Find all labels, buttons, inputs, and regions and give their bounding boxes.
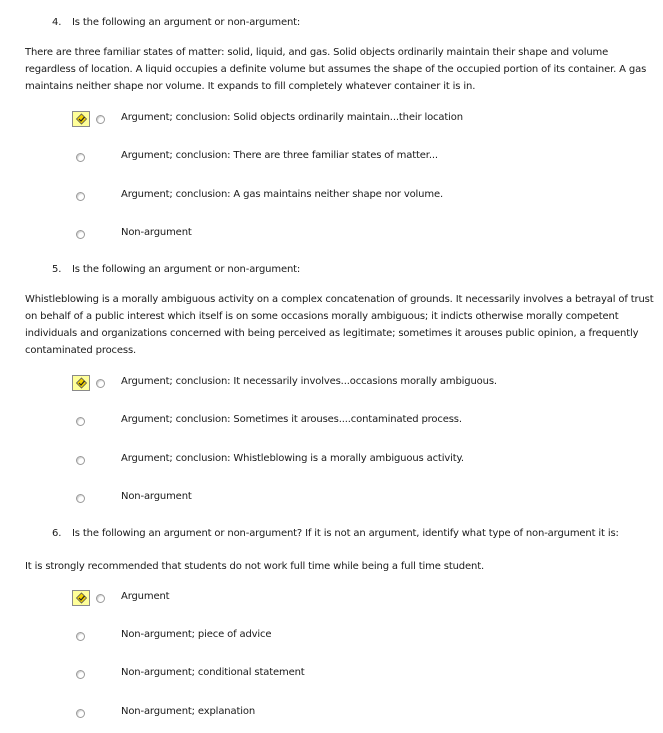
- radio-button-icon[interactable]: [96, 379, 105, 388]
- question-prompt: Is the following an argument or non-argument:: [72, 264, 301, 275]
- question-number: 5.: [52, 264, 62, 275]
- question-5-title: [52, 264, 300, 275]
- option-label: Non-argument: [121, 227, 192, 238]
- question-6-option-2[interactable]: [72, 628, 632, 646]
- question-4-option-4[interactable]: [72, 226, 632, 244]
- question-prompt: Is the following an argument or non-argument? If it is not an argument, identify what type of non-argument it is:: [72, 528, 619, 539]
- option-label: Argument; conclusion: There are three familiar states of matter...: [121, 150, 438, 161]
- question-4-option-2[interactable]: [72, 149, 632, 167]
- radio-button-icon[interactable]: [76, 709, 85, 718]
- radio-button-icon[interactable]: [76, 192, 85, 201]
- question-5-option-2[interactable]: [72, 413, 632, 431]
- question-5-passage: Whistleblowing is a morally ambiguous activity on a complex concatenation of grounds. It necessarily involves a betrayal of trust on behalf of a public interest which itself is on some occasions morally ambiguous; it indicts otherwise morally competent individuals and organizations concerned with being perceived as legitimate; sometimes it arouses public opinion, a frequently contaminated process.: [25, 294, 654, 356]
- question-5-option-1[interactable]: [72, 375, 632, 393]
- option-label: Argument; conclusion: Sometimes it arouses....contaminated process.: [121, 414, 462, 425]
- question-4-passage: There are three familiar states of matter: solid, liquid, and gas. Solid objects ordinarily maintain their shape and volume regardless of location. A liquid occupies a definite volume but assumes the shape of the occupied portion of its container. A gas maintains neither shape nor volume. It expands to fill completely whatever container it is in.: [25, 47, 647, 92]
- option-label: Non-argument; conditional statement: [121, 667, 305, 678]
- question-4-title: [52, 17, 300, 28]
- question-number: 6.: [52, 528, 62, 539]
- radio-button-icon[interactable]: [76, 456, 85, 465]
- question-6-option-3[interactable]: [72, 666, 632, 684]
- question-5-option-3[interactable]: [72, 452, 632, 470]
- radio-button-icon[interactable]: [76, 417, 85, 426]
- radio-button-icon[interactable]: [96, 115, 105, 124]
- option-label: Argument; conclusion: It necessarily involves...occasions morally ambiguous.: [121, 376, 497, 387]
- option-label: Non-argument: [121, 491, 192, 502]
- radio-button-icon[interactable]: [76, 632, 85, 641]
- question-number: 4.: [52, 17, 62, 28]
- option-label: Non-argument; piece of advice: [121, 629, 272, 640]
- option-label: Argument: [121, 591, 170, 602]
- question-6-option-4[interactable]: [72, 705, 632, 723]
- radio-button-icon[interactable]: [96, 594, 105, 603]
- option-label: Non-argument; explanation: [121, 706, 256, 717]
- question-prompt: Is the following an argument or non-argument:: [72, 17, 301, 28]
- correct-answer-icon: [72, 590, 90, 606]
- radio-button-icon[interactable]: [76, 494, 85, 503]
- radio-button-icon[interactable]: [76, 230, 85, 239]
- question-6-title: [52, 528, 619, 539]
- question-6-passage: It is strongly recommended that students do not work full time while being a full time student.: [25, 561, 484, 572]
- correct-answer-icon: [72, 111, 90, 127]
- question-4-option-1[interactable]: [72, 111, 632, 129]
- option-label: Argument; conclusion: Whistleblowing is a morally ambiguous activity.: [121, 453, 464, 464]
- radio-button-icon[interactable]: [76, 153, 85, 162]
- question-5-option-4[interactable]: [72, 490, 632, 508]
- question-4-option-3[interactable]: [72, 188, 632, 206]
- option-label: Argument; conclusion: Solid objects ordinarily maintain...their location: [121, 112, 463, 123]
- question-6-option-1[interactable]: [72, 590, 632, 608]
- option-label: Argument; conclusion: A gas maintains neither shape nor volume.: [121, 189, 443, 200]
- radio-button-icon[interactable]: [76, 670, 85, 679]
- correct-answer-icon: [72, 375, 90, 391]
